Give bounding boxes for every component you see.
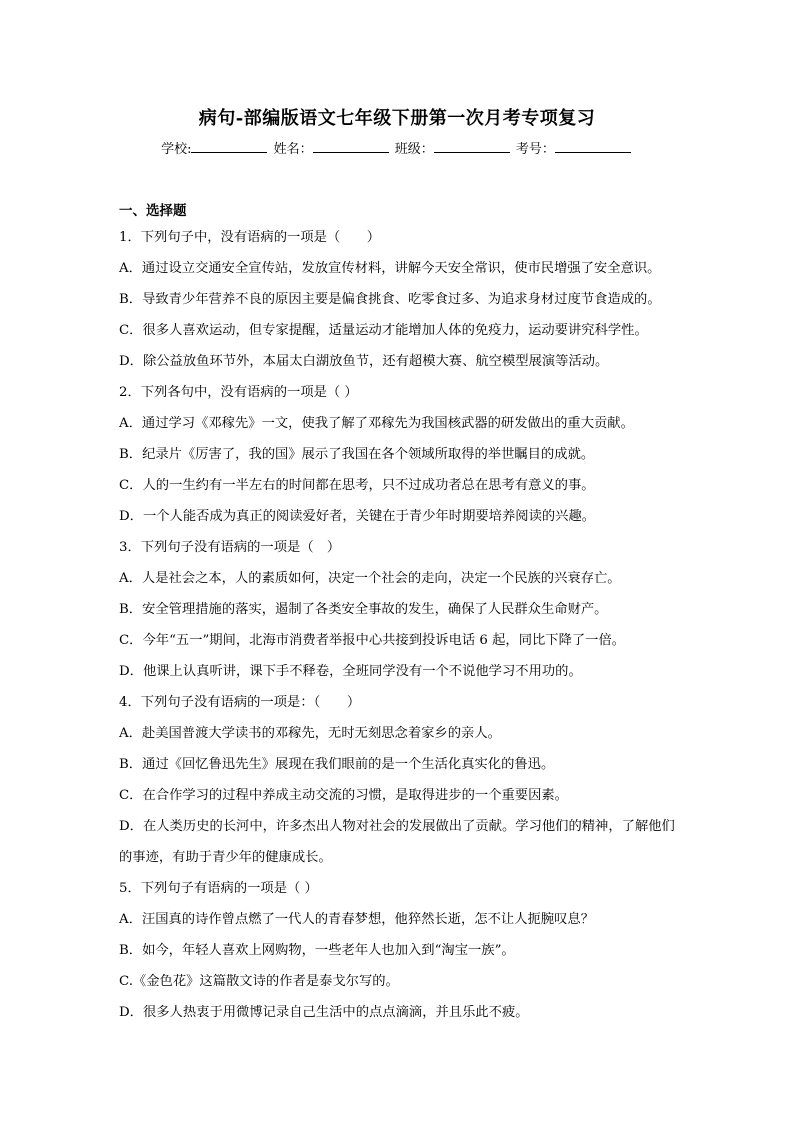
option-b: B．如今，年轻人喜欢上网购物，一些老年人也加入到“淘宝一族”。 — [119, 943, 515, 958]
question-stem: 1．下列句子中，没有语病的一项是（ ） — [119, 230, 381, 245]
option-d: D．除公益放鱼环节外，本届太白湖放鱼节，还有超模大赛、航空模型展演等活动。 — [119, 354, 609, 369]
option-c: C.《金色花》这篇散文诗的作者是泰戈尔写的。 — [119, 974, 399, 989]
option-c: C．人的一生约有一半左右的时间都在思考，只不过成功者总在思考有意义的事。 — [119, 478, 595, 493]
exam-number-label: 考号： — [515, 142, 555, 157]
option-b: B．通过《回忆鲁迅先生》展现在我们眼前的是一个生活化真实化的鲁迅。 — [119, 757, 555, 772]
question-stem: 2．下列各句中，没有语病的一项是（ ） — [119, 385, 358, 400]
option-d: D．一个人能否成为真正的阅读爱好者，关键在于青少年时期要培养阅读的兴趣。 — [119, 509, 596, 524]
option-b: B．安全管理措施的落实，遏制了各类安全事故的发生，确保了人民群众生命财产。 — [119, 602, 608, 617]
exam-number-field[interactable] — [555, 140, 631, 153]
option-c: C．在合作学习的过程中养成主动交流的习惯，是取得进步的一个重要因素。 — [119, 788, 568, 803]
question-4 — [119, 687, 679, 873]
question-stem: 4．下列句子没有语病的一项是：（ ） — [119, 695, 361, 710]
question-content — [119, 200, 679, 1028]
option-a: A．赴美国普渡大学读书的邓稼先，无时无刻思念着家乡的亲人。 — [119, 726, 501, 741]
option-a: A．人是社会之本，人的素质如何，决定一个社会的走向，决定一个民族的兴衰存亡。 — [119, 571, 621, 586]
option-a: A．通过设立交通安全宣传站，发放宣传材料，讲解今天安全常识，使市民增强了安全意识。 — [119, 261, 661, 276]
option-d: D．很多人热衷于用微博记录自己生活中的点点滴滴，并且乐此不疲。 — [119, 1005, 529, 1020]
question-2 — [119, 377, 679, 532]
option-d: D．在人类历史的长河中，许多杰出人物对社会的发展做出了贡献。学习他们的精神，了解他们的事迹，有助于青少年的健康成长。 — [119, 819, 675, 865]
school-label: 学校: — [161, 142, 192, 157]
page-title: 病句-部编版语文七年级下册第一次月考专项复习 — [198, 108, 596, 129]
question-1 — [119, 222, 679, 377]
option-a: A．通过学习《邓稼先》一文，使我了解了邓稼先为我国核武器的研发做出的重大贡献。 — [119, 416, 634, 431]
option-c: C．今年“五一”期间，北海市消费者举报中心共接到投诉电话 6 起，同比下降了一倍。 — [119, 633, 626, 648]
option-c: C．很多人喜欢运动，但专家提醒，适量运动才能增加人体的免疫力，运动要讲究科学性。 — [119, 323, 648, 338]
name-label: 姓名： — [273, 142, 313, 157]
school-field[interactable] — [191, 140, 267, 153]
option-a: A．汪国真的诗作曾点燃了一代人的青春梦想，他猝然长逝，怎不让人扼腕叹息？ — [119, 912, 594, 927]
student-info-line — [0, 138, 794, 157]
section-title: 一、选择题 — [119, 203, 187, 219]
question-5 — [119, 873, 679, 1028]
class-field[interactable] — [434, 140, 510, 153]
option-b: B．纪录片《厉害了，我的国》展示了我国在各个领域所取得的举世瞩目的成就。 — [119, 447, 595, 462]
question-stem: 3．下列句子没有语病的一项是（ ） — [119, 540, 341, 555]
name-field[interactable] — [313, 140, 389, 153]
question-3 — [119, 532, 679, 687]
option-d: D．他课上认真听讲，课下手不释卷，全班同学没有一个不说他学习不用功的。 — [119, 664, 582, 679]
option-b: B．导致青少年营养不良的原因主要是偏食挑食、吃零食过多、为追求身材过度节食造成的。 — [119, 292, 661, 307]
class-label: 班级： — [394, 142, 434, 157]
question-stem: 5．下列句子有语病的一项是（ ） — [119, 881, 318, 896]
